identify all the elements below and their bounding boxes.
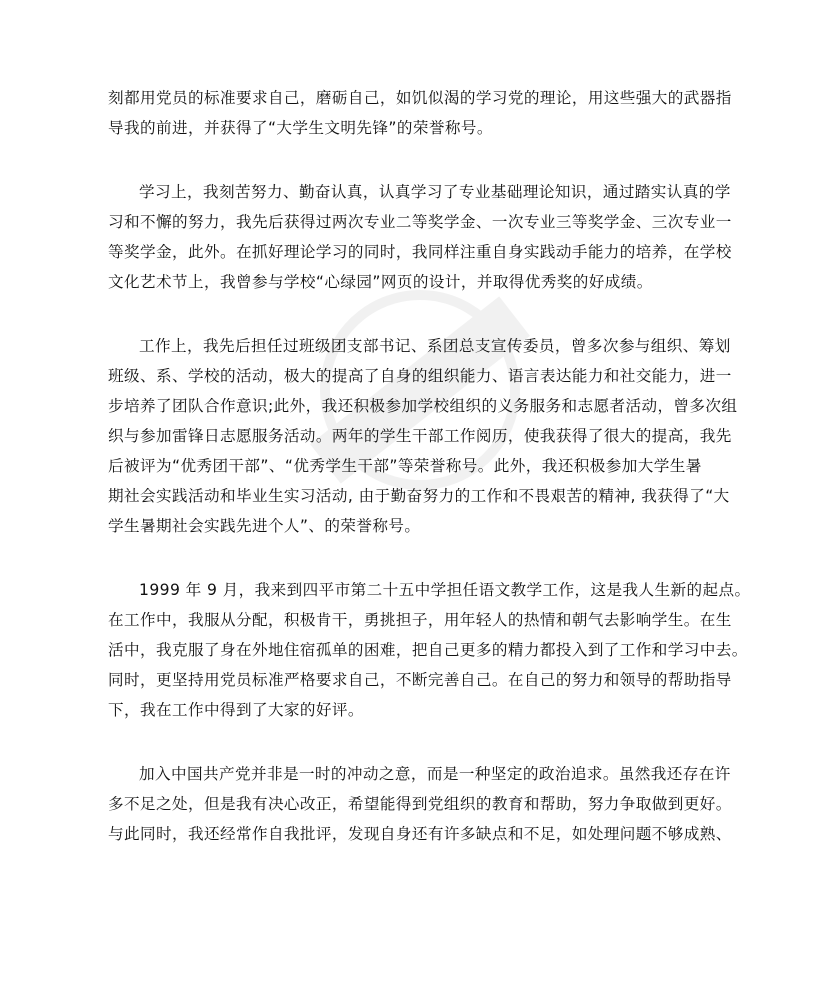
paragraph-line: 下，我在工作中得到了大家的好评。 [108,701,364,719]
paragraph-5 [108,759,732,849]
paragraph-line: 工作上，我先后担任过班级团支部书记、系团总支宣传委员，曾多次参与组织、筹划 [139,337,731,355]
paragraph-4 [108,575,751,725]
paragraph-line: 班级、系、学校的活动，极大的提高了自身的组织能力、语言表达能力和社交能力，进一 [108,367,732,385]
paragraph-line: 学习上，我刻苦努力、勤奋认真，认真学习了专业基础理论知识，通过踏实认真的学 [139,183,731,201]
paragraph-line: 同时，更坚持用党员标准严格要求自己，不断完善自己。在自己的努力和领导的帮助指导 [108,671,732,689]
paragraph-line: 导我的前进，并获得了“大学生文明先锋”的荣誉称号。 [108,119,493,137]
paragraph-line: 步培养了团队合作意识;此外，我还积极参加学校组织的义务服务和志愿者活动，曾多次组 [108,397,738,415]
paragraph-line: 文化艺术节上，我曾参与学校“心绿园”网页的设计，并取得优秀奖的好成绩。 [108,273,653,291]
paragraph-line: 刻都用党员的标准要求自己，磨砺自己，如饥似渴的学习党的理论，用这些强大的武器指 [108,89,732,107]
paragraph-1 [108,83,732,143]
paragraph-2 [108,177,732,297]
paragraph-line: 等奖学金，此外。在抓好理论学习的同时，我同样注重自身实践动手能力的培养，在学校 [108,243,732,261]
paragraph-line: 织与参加雷锋日志愿服务活动。两年的学生干部工作阅历，使我获得了很大的提高，我先 [108,427,732,445]
paragraph-line: 加入中国共产党并非是一时的冲动之意，而是一种坚定的政治追求。虽然我还存在许 [139,765,731,783]
paragraph-line: 活中，我克服了身在外地住宿孤单的困难，把自己更多的精力都投入到了工作和学习中去。 [108,641,748,659]
paragraph-3 [108,331,738,541]
document-body [108,83,751,883]
paragraph-line: 多不足之处，但是我有决心改正，希望能得到党组织的教育和帮助，努力争取做到更好。 [108,795,732,813]
paragraph-line: 1999 年 9 月，我来到四平市第二十五中学担任语文教学工作，这是我人生新的起点。 [139,581,751,599]
paragraph-line: 期社会实践活动和毕业生实习活动, 由于勤奋努力的工作和不畏艰苦的精神, 我获得了“大 [108,487,730,505]
paragraph-line: 后被评为“优秀团干部”、“优秀学生干部”等荣誉称号。此外，我还积极参加大学生暑 [108,457,702,475]
paragraph-line: 习和不懈的努力，我先后获得过两次专业二等奖学金、一次专业三等奖学金、三次专业一 [108,213,732,231]
paragraph-line: 学生暑期社会实践先进个人”、的荣誉称号。 [108,517,421,535]
paragraph-line: 与此同时，我还经常作自我批评，发现自身还有许多缺点和不足，如处理问题不够成熟、 [108,825,732,843]
paragraph-line: 在工作中，我服从分配，积极肯干，勇挑担子，用年轻人的热情和朝气去影响学生。在生 [108,611,732,629]
